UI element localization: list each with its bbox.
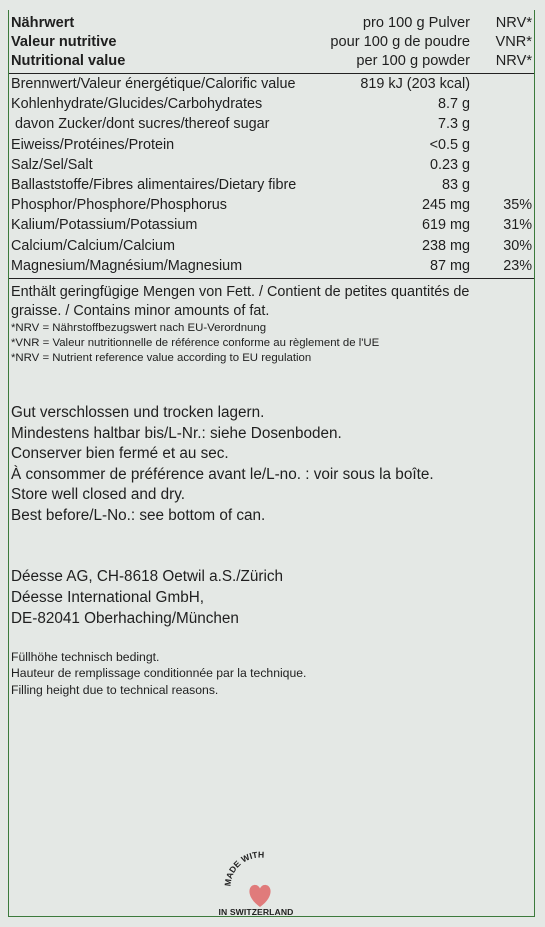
header-per: pro 100 g Pulver: [362, 15, 470, 31]
address-line: DE-82041 Oberhaching/München: [11, 610, 239, 627]
header-ref: NRV*: [495, 15, 532, 31]
header-label: Nährwert: [11, 15, 75, 31]
nutrient-row: [9, 195, 534, 215]
nutrient-nrv: 23%: [503, 257, 532, 274]
nutrient-amount: 619 mg: [422, 217, 470, 234]
header-per: pour 100 g de poudre: [330, 34, 470, 50]
nutrient-name: Eiweiss/Protéines/Protein: [11, 136, 175, 153]
header-label: Valeur nutritive: [11, 34, 117, 50]
nutrient-amount: 7.3 g: [437, 116, 470, 133]
footnote: *NRV = Nährstoffbezugswert nach EU-Verordnung: [11, 322, 267, 335]
nutrient-amount: 245 mg: [422, 197, 470, 214]
storage-line: Gut verschlossen und trocken lagern.: [11, 404, 265, 421]
nutrient-nrv: 30%: [503, 237, 532, 254]
nutrient-amount: 819 kJ (203 kcal): [360, 76, 470, 92]
nutrient-row: [9, 135, 534, 155]
nutrient-name: Kohlenhydrate/Glucides/Carbohydrates: [11, 96, 263, 113]
nutrient-amount: 83 g: [441, 177, 470, 194]
address-line: Déesse AG, CH-8618 Oetwil a.S./Zürich: [11, 568, 284, 585]
nutrient-name: Kalium/Potassium/Potassium: [11, 217, 198, 234]
badge-graphic: [191, 850, 321, 908]
header-row-de: [9, 14, 534, 33]
filling-height-note: [11, 649, 306, 698]
nutrient-row: [9, 256, 534, 276]
badge-top-text: MADE WITH: [222, 850, 265, 887]
nutrient-name: Magnesium/Magnésium/Magnesium: [11, 257, 243, 274]
nutrient-amount: 0.23 g: [429, 156, 470, 173]
nutrient-row: [9, 155, 534, 175]
header-ref: VNR*: [495, 34, 532, 50]
storage-line: Store well closed and dry.: [11, 486, 186, 504]
nutrient-row: [9, 74, 534, 94]
storage-line: À consommer de préférence avant le/L-no. : voir sous la boîte.: [11, 465, 434, 483]
company-address: [11, 566, 283, 629]
nutrient-amount: 8.7 g: [437, 96, 470, 113]
storage-line: Mindestens haltbar bis/L-Nr.: siehe Dosenboden.: [11, 424, 342, 442]
nutrient-amount: <0.5 g: [429, 136, 470, 153]
nutrient-name: Ballaststoffe/Fibres alimentaires/Dietary fibre: [11, 177, 297, 194]
made-with-love-badge: [191, 850, 321, 920]
nutrient-row: [9, 236, 534, 256]
heart-icon: [249, 885, 270, 907]
storage-line: Conserver bien fermé et au sec.: [11, 445, 229, 463]
nutrient-row: [9, 215, 534, 235]
table-header: [9, 10, 534, 73]
filling-line: Filling height due to technical reasons.: [11, 682, 219, 697]
header-ref: NRV*: [495, 53, 532, 69]
nutrient-name: Phosphor/Phosphore/Phosphorus: [11, 197, 228, 214]
storage-instructions: [11, 403, 434, 527]
nutrient-nrv: 35%: [503, 197, 532, 214]
nutrient-name: Calcium/Calcium/Calcium: [11, 237, 175, 254]
nutrient-amount: 238 mg: [422, 237, 470, 254]
badge-bottom-text: IN SWITZERLAND: [218, 907, 294, 917]
nutrient-nrv: 31%: [503, 217, 532, 234]
header-row-fr: [9, 33, 534, 52]
header-per: per 100 g powder: [356, 53, 470, 69]
nutrient-amount: 87 mg: [430, 257, 470, 274]
nutrient-row: [9, 175, 534, 195]
nutrient-name: Salz/Sel/Salt: [11, 156, 93, 173]
nutrient-name: Brennwert/Valeur énergétique/Calorific value: [11, 76, 296, 92]
header-row-en: [9, 52, 534, 71]
filling-line: Hauteur de remplissage conditionnée par la technique.: [11, 666, 307, 681]
address-line: Déesse International GmbH,: [11, 589, 205, 606]
nutrient-table: [9, 74, 534, 278]
notes-section: [9, 279, 534, 366]
footnote: *NRV = Nutrient reference value according to EU regulation: [11, 352, 312, 365]
fat-note: Enthält geringfügige Mengen von Fett. / Contient de petites quantités de: [11, 284, 470, 301]
filling-line: Füllhöhe technisch bedingt.: [11, 650, 160, 664]
header-label: Nutritional value: [11, 53, 126, 69]
nutrient-row: [9, 114, 534, 134]
nutrient-name: davon Zucker/dont sucres/thereof sugar: [11, 116, 270, 133]
footnote: *VNR = Valeur nutritionnelle de référence conforme au règlement de l'UE: [11, 337, 380, 350]
storage-line: Best before/L-No.: see bottom of can.: [11, 506, 266, 524]
nutrition-label-panel: [8, 10, 535, 917]
nutrient-row: [9, 94, 534, 114]
fat-note: graisse. / Contains minor amounts of fat.: [11, 303, 270, 320]
